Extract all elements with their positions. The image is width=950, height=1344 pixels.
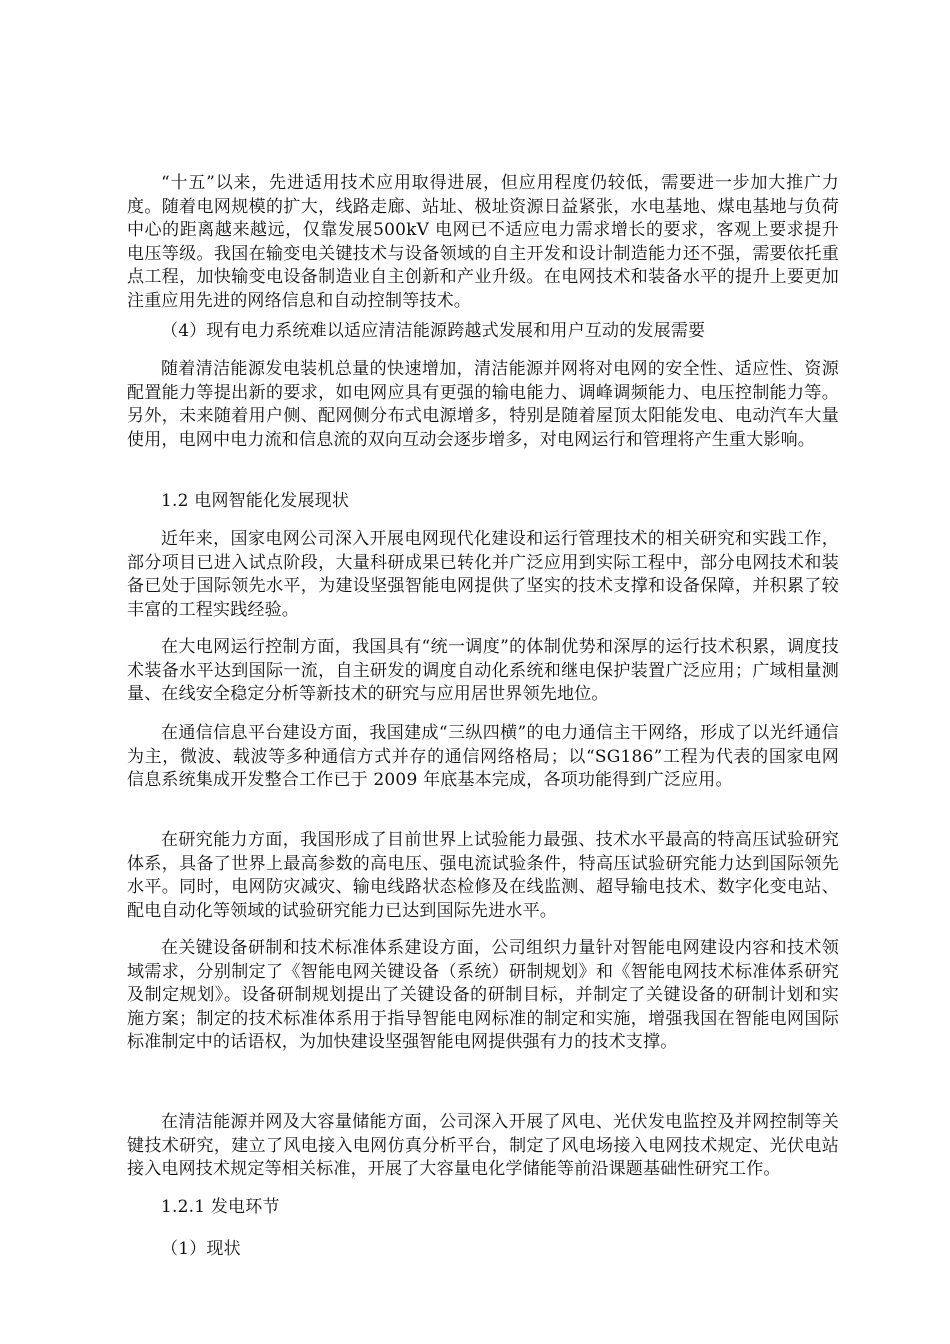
paragraph-sgcc-research: 近年来，国家电网公司深入开展电网现代化建设和运行管理技术的相关研究和实践工作，部分项目已进入试点阶段，大量科研成果已转化并广泛应用到实际工程中，部分电网技术和装备已处于国际领先水平，为建设坚强智能电网提供了坚实的技术支撑和设备保障，并积累了较丰富的工程实践经验。 xyxy=(127,529,839,620)
paragraph-grid-operation-control: 在大电网运行控制方面，我国具有“统一调度”的体制优势和深厚的运行技术积累，调度技术装备水平达到国际一流，自主研发的调度自动化系统和继电保护装置广泛应用；广域相量测量、在线安全稳定分析等新技术的研究与应用居世界领先地位。 xyxy=(127,637,839,704)
paragraph-communication-platform: 在通信信息平台建设方面，我国建成“三纵四横”的电力通信主干网络，形成了以光纤通信为主，微波、载波等多种通信方式并存的通信网络格局；以“SG186”工程为代表的国家电网信息系统集成开发整合工作已于 2009 年底基本完成，各项功能得到广泛应用。 xyxy=(127,723,839,790)
subheading-clean-energy-challenge: （4）现有电力系统难以适应清洁能源跨越式发展和用户互动的发展需要 xyxy=(161,321,706,341)
paragraph-key-equipment-standards: 在关键设备研制和技术标准体系建设方面，公司组织力量针对智能电网建设内容和技术领域需求，分别制定了《智能电网关键设备（系统）研制规划》和《智能电网技术标准体系研究及制定规划》。设备研制规划提出了关键设备的研制目标，并制定了关键设备的研制计划和实施方案；制定的技术标准体系用于指导智能电网标准的制定和实施，增强我国在智能电网国际标准制定中的话语权，为加快建设坚强智能电网提供强有力的技术支撑。 xyxy=(127,938,839,1052)
paragraph-clean-energy-storage: 在清洁能源并网及大容量储能方面，公司深入开展了风电、光伏发电监控及并网控制等关键技术研究，建立了风电接入电网仿真分析平台，制定了风电场接入电网技术规定、光伏电站接入电网技术规定等相关标准，开展了大容量电化学储能等前沿课题基础性研究工作。 xyxy=(127,1112,839,1179)
paragraph-research-capability: 在研究能力方面，我国形成了目前世界上试验能力最强、技术水平最高的特高压试验研究体系，具备了世界上最高参数的高电压、强电流试验条件，特高压试验研究能力达到国际领先水平。同时，电网防灾减灾、输电线路状态检修及在线监测、超导输电技术、数字化变电站、配电自动化等领域的试验研究能力已达到国际先进水平。 xyxy=(127,830,839,921)
subheading-status: （1）现状 xyxy=(161,1239,241,1259)
paragraph-technology-application: “十五”以来，先进适用技术应用取得进展，但应用程度仍较低，需要进一步加大推广力度。随着电网规模的扩大，线路走廊、站址、极址资源日益紧张，水电基地、煤电基地与负荷中心的距离越来越远，仅靠发展500kV 电网已不适应电力需求增长的要求，客观上要求提升电压等级。我国在输变电关键技术与设备领域的自主开发和设计制造能力还不强，需要依托重点工程，加快输变电设备制造业自主创新和产业升级。在电网技术和装备水平的提升上要更加注重应用先进的网络信息和自动控制等技术。 xyxy=(127,173,839,311)
section-heading-1-2-1: 1.2.1 发电环节 xyxy=(161,1197,280,1217)
paragraph-clean-energy-grid: 随着清洁能源发电装机总量的快速增加，清洁能源并网将对电网的安全性、适应性、资源配置能力等提出新的要求，如电网应具有更强的输电能力、调峰调频能力、电压控制能力等。另外，未来随着用户侧、配网侧分布式电源增多，特别是随着屋顶太阳能发电、电动汽车大量使用，电网中电力流和信息流的双向互动会逐步增多，对电网运行和管理将产生重大影响。 xyxy=(127,359,839,450)
section-heading-1-2: 1.2 电网智能化发展现状 xyxy=(161,491,350,511)
